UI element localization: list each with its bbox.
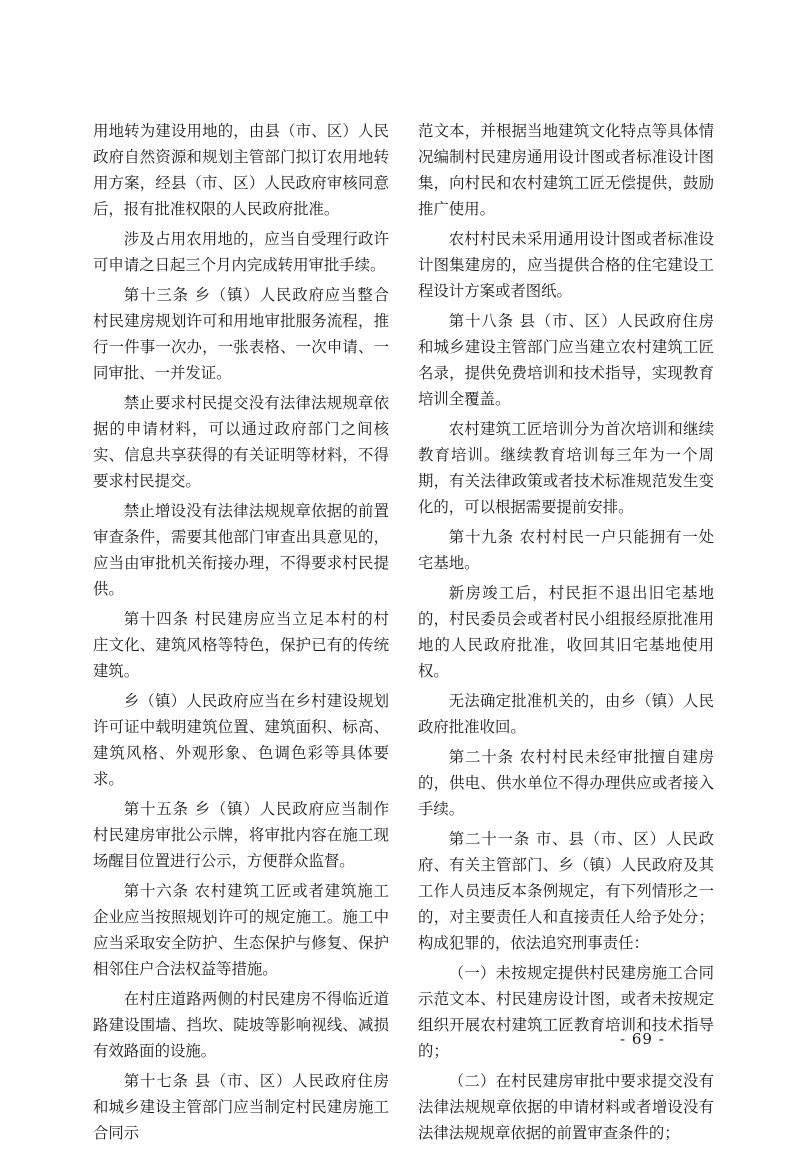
list-item: （二）在村民建房审批中要求提交没有法律法规规章依据的申请材料或者增设没有法律法规规章依据的前置审查条件的； [418,1072,714,1142]
article-13: 第十三条 乡（镇）人民政府应当整合村民建房规划许可和用地审批服务流程，推行一件事一次办，一张表格、一次申请、一同审批、一并发证。 [93,286,389,382]
left-column [93,118,389,1150]
paragraph: 农村村民未采用通用设计图或者标准设计图集建房的，应当提供合格的住宅建设工程设计方案或者图纸。 [418,230,714,300]
article-14: 第十四条 村民建房应当立足本村的村庄文化、建筑风格等特色，保护已有的传统建筑。 [93,610,389,680]
paragraph: 范文本，并根据当地建筑文化特点等具体情况编制村民建房通用设计图或者标准设计图集，向村民和农村建筑工匠无偿提供，鼓励推广使用。 [418,122,714,218]
article-17: 第十七条 县（市、区）人民政府住房和城乡建设主管部门应当制定村民建房施工合同示 [93,1072,389,1142]
list-item: （一）未按规定提供村民建房施工合同示范文本、村民建房设计图，或者未按规定组织开展农村建筑工匠教育培训和技术指导的； [418,964,714,1060]
paragraph: 用地转为建设用地的，由县（市、区）人民政府自然资源和规划主管部门拟订农用地转用方案，经县（市、区）人民政府审核同意后，报有批准权限的人民政府批准。 [93,122,389,218]
paragraph: 在村庄道路两侧的村民建房不得临近道路建设围墙、挡坎、陡坡等影响视线、减损有效路面的设施。 [93,990,389,1060]
article-15: 第十五条 乡（镇）人民政府应当制作村民建房审批公示牌，将审批内容在施工现场醒目位置进行公示，方便群众监督。 [93,800,389,870]
paragraph: 新房竣工后，村民拒不退出旧宅基地的，村民委员会或者村民小组报经原批准用地的人民政府批准，收回其旧宅基地使用权。 [418,584,714,680]
right-column [418,118,714,1150]
article-20: 第二十条 农村村民未经审批擅自建房的，供电、供水单位不得办理供应或者接入手续。 [418,748,714,818]
paragraph: 涉及占用农用地的，应当自受理行政许可申请之日起三个月内完成转用审批手续。 [93,230,389,274]
article-18: 第十八条 县（市、区）人民政府住房和城乡建设主管部门应当建立农村建筑工匠名录，提供免费培训和技术指导，实现教育培训全覆盖。 [418,312,714,408]
paragraph: 禁止要求村民提交没有法律法规规章依据的申请材料，可以通过政府部门之间核实、信息共享获得的有关证明等材料，不得要求村民提交。 [93,394,389,490]
article-19: 第十九条 农村村民一户只能拥有一处宅基地。 [418,528,714,572]
page-number: - 69 - [620,1030,665,1048]
paragraph: 乡（镇）人民政府应当在乡村建设规划许可证中载明建筑位置、建筑面积、标高、建筑风格、外观形象、色调色彩等具体要求。 [93,692,389,788]
paragraph: 禁止增设没有法律法规规章依据的前置审查条件，需要其他部门审查出具意见的，应当由审批机关衔接办理，不得要求村民提供。 [93,502,389,598]
paragraph: 无法确定批准机关的，由乡（镇）人民政府批准收回。 [418,692,714,736]
article-21: 第二十一条 市、县（市、区）人民政府、有关主管部门、乡（镇）人民政府及其工作人员违反本条例规定，有下列情形之一的，对主要责任人和直接责任人给予处分；构成犯罪的，依法追究刑事责任： [418,830,714,952]
article-16: 第十六条 农村建筑工匠或者建筑施工企业应当按照规划许可的规定施工。施工中应当采取安全防护、生态保护与修复、保护相邻住户合法权益等措施。 [93,882,389,978]
paragraph: 农村建筑工匠培训分为首次培训和继续教育培训。继续教育培训每三年为一个周期，有关法律政策或者技术标准规范发生变化的，可以根据需要提前安排。 [418,420,714,516]
